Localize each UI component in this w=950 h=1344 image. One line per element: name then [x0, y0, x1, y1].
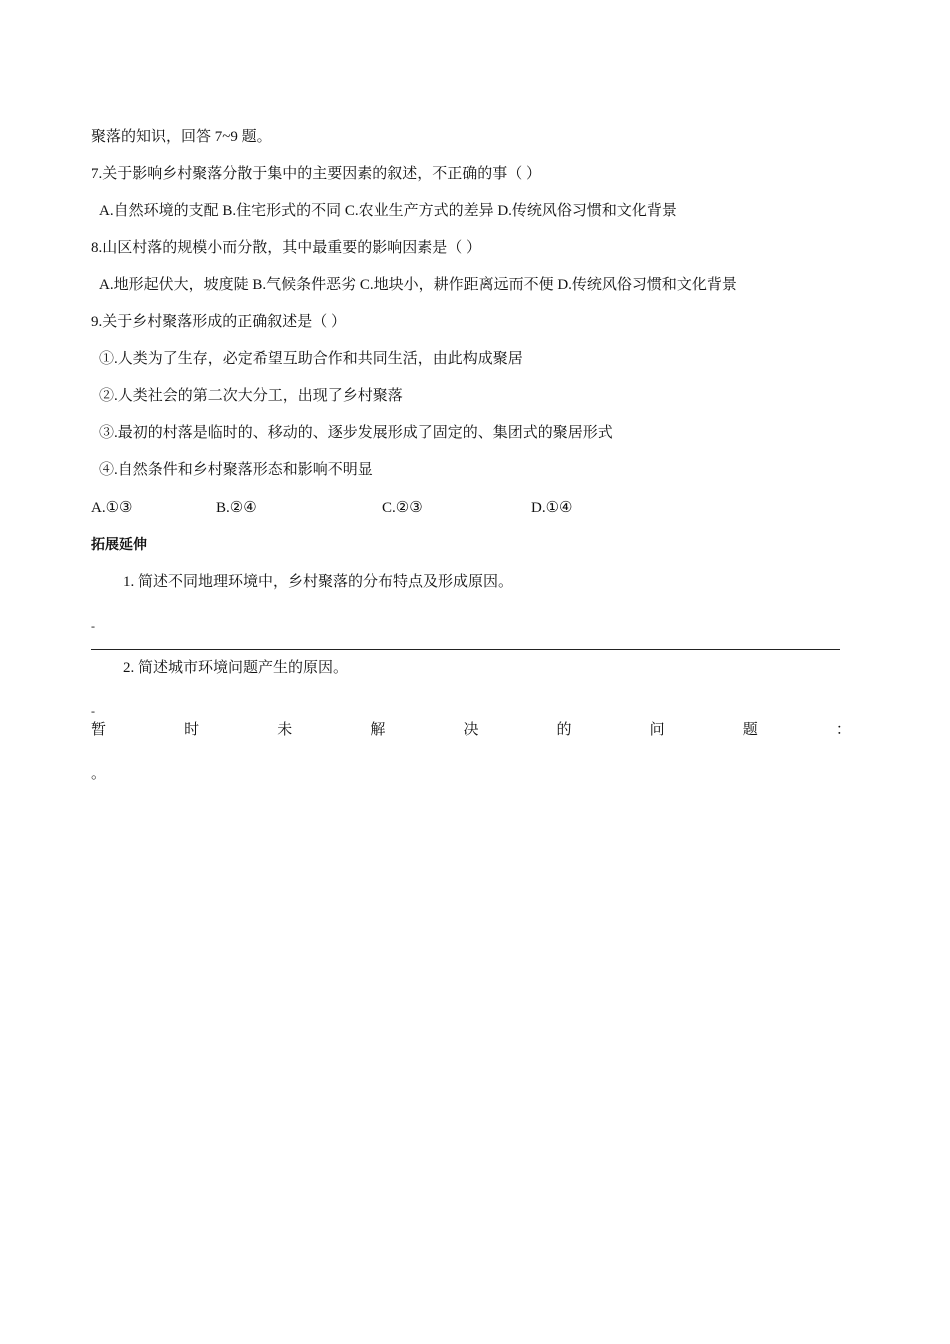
question-9-item-4: ④.自然条件和乡村聚落形态和影响不明显 — [99, 462, 373, 478]
question-9-choice-b: B.②④ — [216, 500, 257, 516]
unsolved-char: 暂 — [91, 722, 107, 738]
unsolved-char: 的 — [556, 722, 572, 738]
answer-dash-2: - — [91, 704, 95, 718]
intro-text: 聚落的知识，回答 7~9 题。 — [91, 129, 272, 145]
section-heading-extension: 拓展延伸 — [91, 537, 147, 553]
question-7-options: A.自然环境的支配 B.住宅形式的不同 C.农业生产方式的差异 D.传统风俗习惯和文化背景 — [99, 203, 677, 219]
question-7-stem: 7.关于影响乡村聚落分散于集中的主要因素的叙述，不正确的事（ ） — [91, 166, 542, 182]
question-9-choice-c: C.②③ — [382, 500, 423, 516]
extension-question-2: 2. 简述城市环境问题产生的原因。 — [123, 660, 349, 676]
question-9-item-2: ②.人类社会的第二次大分工，出现了乡村聚落 — [99, 388, 403, 404]
question-8-stem: 8.山区村落的规模小而分散，其中最重要的影响因素是（ ） — [91, 240, 482, 256]
unsolved-ending-mark: 。 — [91, 766, 107, 782]
unsolved-problems-label — [91, 720, 851, 740]
unsolved-char: 时 — [184, 722, 200, 738]
unsolved-char: ： — [835, 722, 851, 738]
question-9-stem: 9.关于乡村聚落形成的正确叙述是（ ） — [91, 314, 347, 330]
question-9-choice-a: A.①③ — [91, 500, 133, 516]
question-9-item-1: ①.人类为了生存，必定希望互助合作和共同生活，由此构成聚居 — [99, 351, 523, 367]
unsolved-char: 解 — [370, 722, 386, 738]
question-9-choice-d: D.①④ — [531, 500, 573, 516]
unsolved-char: 题 — [742, 722, 758, 738]
question-9-item-3: ③.最初的村落是临时的、移动的、逐步发展形成了固定的、集团式的聚居形式 — [99, 425, 613, 441]
answer-line — [91, 649, 840, 650]
unsolved-char: 未 — [277, 722, 293, 738]
extension-question-1: 1. 简述不同地理环境中，乡村聚落的分布特点及形成原因。 — [123, 574, 514, 590]
unsolved-char: 问 — [649, 722, 665, 738]
question-8-options: A.地形起伏大，坡度陡 B.气候条件恶劣 C.地块小，耕作距离远而不便 D.传统风俗习惯和文化背景 — [99, 277, 737, 293]
answer-dash-1: - — [91, 619, 95, 633]
unsolved-char: 决 — [463, 722, 479, 738]
